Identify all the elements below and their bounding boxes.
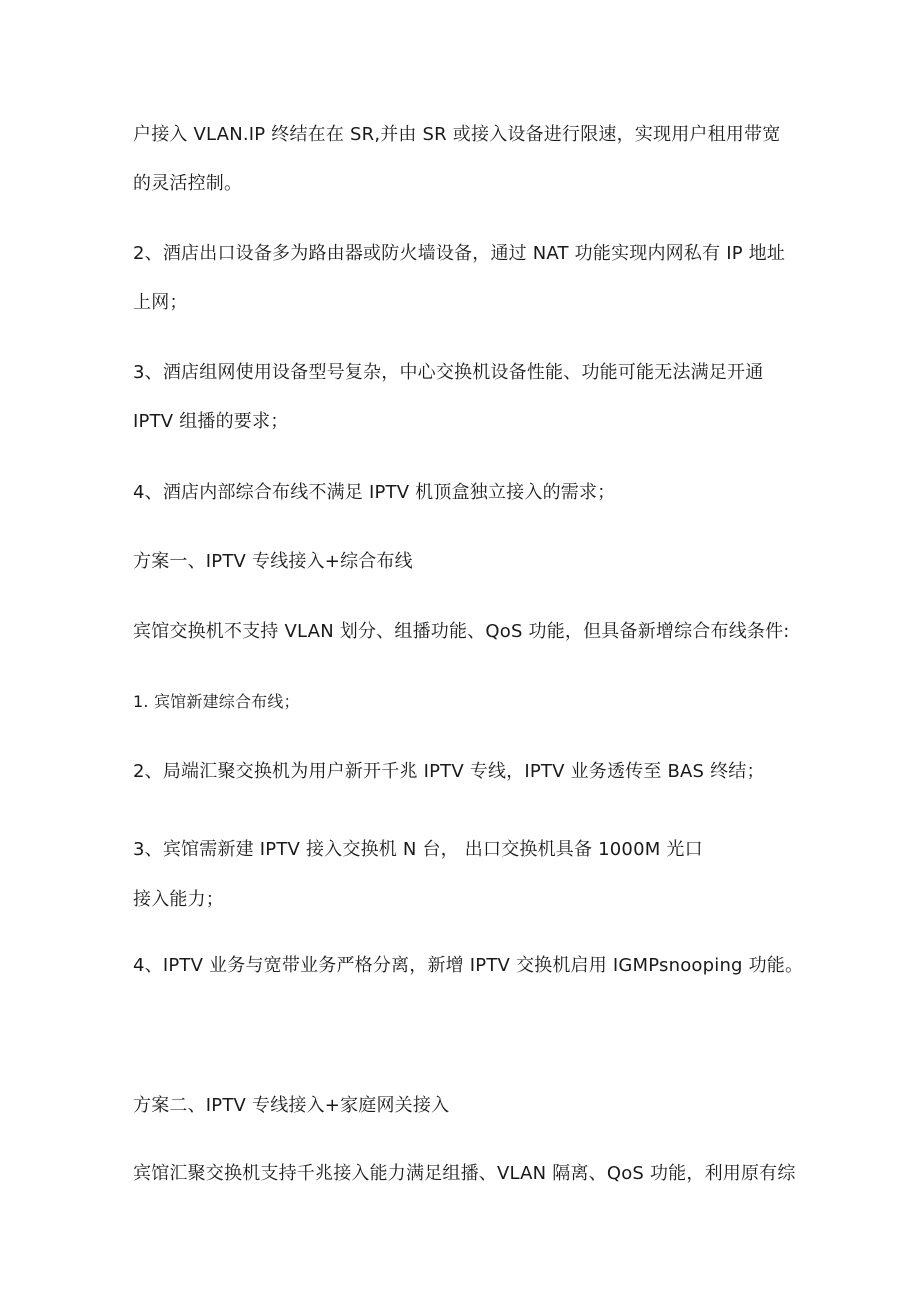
list-item-line: 上网；: [133, 292, 188, 313]
paragraph-line: 宾馆汇聚交换机支持千兆接入能力满足组播、VLAN 隔离、QoS 功能，利用原有综: [133, 1163, 796, 1184]
list-item-line: 1. 宾馆新建综合布线；: [133, 692, 300, 711]
section-heading: 方案二、IPTV 专线接入+家庭网关接入: [133, 1095, 450, 1116]
list-item-line: 接入能力；: [133, 889, 224, 910]
paragraph-line: 的灵活控制。: [133, 173, 243, 194]
list-item-line: 3、酒店组网使用设备型号复杂，中心交换机设备性能、功能可能无法满足开通: [133, 362, 764, 383]
paragraph-line: 户接入 VLAN.IP 终结在在 SR,并由 SR 或接入设备进行限速，实现用户租用带宽: [133, 124, 781, 145]
section-heading: 方案一、IPTV 专线接入+综合布线: [133, 551, 413, 572]
list-item-line: 3、宾馆需新建 IPTV 接入交换机 N 台， 出口交换机具备 1000M 光口: [133, 839, 703, 860]
list-item-line: 2、局端汇聚交换机为用户新开千兆 IPTV 专线，IPTV 业务透传至 BAS 终结；: [133, 761, 765, 782]
paragraph-line: 宾馆交换机不支持 VLAN 划分、组播功能、QoS 功能，但具备新增综合布线条件:: [133, 621, 790, 642]
list-item-line: 4、酒店内部综合布线不满足 IPTV 机顶盒独立接入的需求；: [133, 482, 616, 503]
list-item-line: 4、IPTV 业务与宽带业务严格分离，新增 IPTV 交换机启用 IGMPsnooping 功能。: [133, 955, 804, 976]
list-item-line: 2、酒店出口设备多为路由器或防火墙设备，通过 NAT 功能实现内网私有 IP 地址: [133, 243, 786, 264]
list-item-line: IPTV 组播的要求；: [133, 411, 289, 432]
